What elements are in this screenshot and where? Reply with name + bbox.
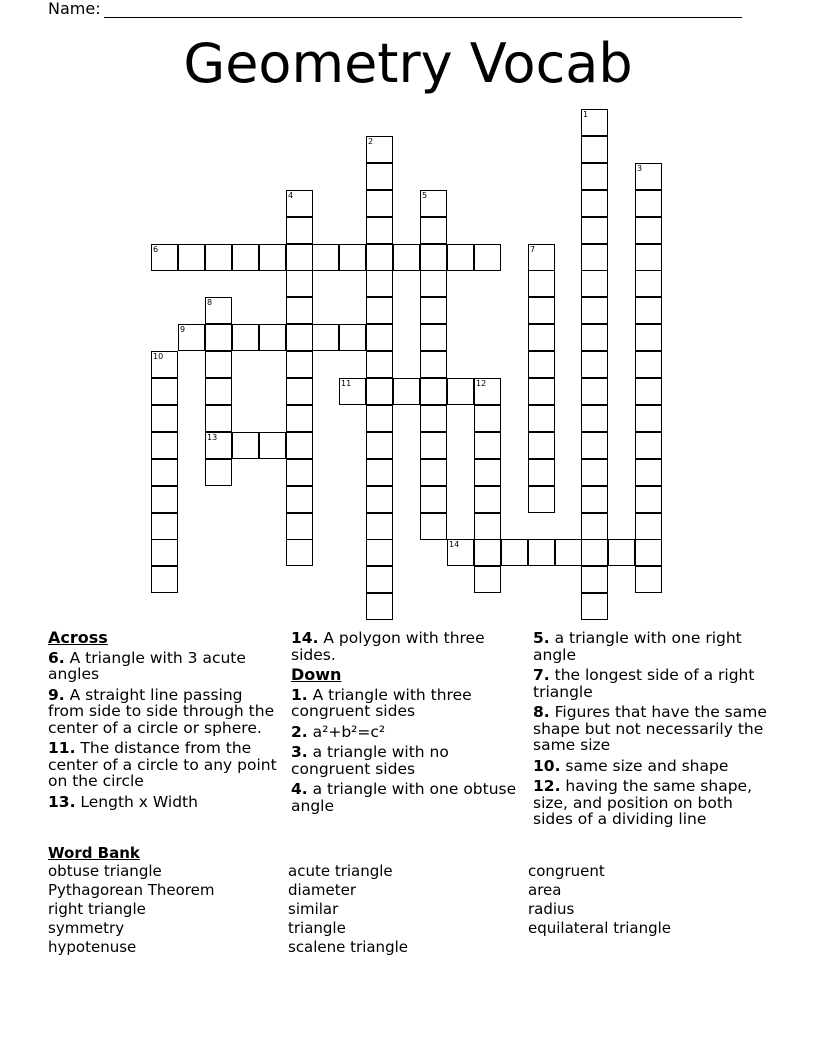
crossword-cell[interactable] <box>528 324 555 351</box>
crossword-cell[interactable] <box>312 244 339 271</box>
word-bank-column-3 <box>528 862 671 938</box>
crossword-cell[interactable] <box>581 486 608 513</box>
crossword-cell[interactable] <box>501 539 528 566</box>
crossword-cell[interactable] <box>528 405 555 432</box>
word-bank-heading: Word Bank <box>48 844 140 862</box>
crossword-cell[interactable] <box>205 405 232 432</box>
clue-across-14: 14. A polygon with three sides. <box>291 629 485 664</box>
crossword-cell[interactable] <box>420 324 447 351</box>
crossword-cell[interactable] <box>581 593 608 620</box>
crossword-cell[interactable] <box>286 459 313 486</box>
crossword-cell[interactable] <box>259 324 286 351</box>
cell-number: 3 <box>637 164 643 173</box>
crossword-cell[interactable] <box>420 378 447 405</box>
crossword-cell[interactable] <box>447 244 474 271</box>
crossword-cell[interactable] <box>581 539 608 566</box>
crossword-cell[interactable] <box>635 486 662 513</box>
word-bank-item: Pythagorean Theorem <box>48 881 215 899</box>
crossword-cell[interactable] <box>581 109 608 136</box>
crossword-cell[interactable] <box>635 351 662 378</box>
crossword-cell[interactable] <box>474 378 501 405</box>
crossword-cell[interactable] <box>339 324 366 351</box>
word-bank-item: diameter <box>288 881 356 899</box>
crossword-cell[interactable] <box>286 539 313 566</box>
crossword-cell[interactable] <box>581 163 608 190</box>
crossword-cell[interactable] <box>581 378 608 405</box>
clue-down-3: 3. a triangle with no congruent sides <box>291 743 449 778</box>
word-bank-column-1 <box>48 862 215 957</box>
clue-down-8: 8. Figures that have the same shape but not necessarily the same size <box>533 703 767 754</box>
crossword-cell[interactable] <box>151 351 178 378</box>
crossword-cell[interactable] <box>286 297 313 324</box>
crossword-cell[interactable] <box>474 513 501 540</box>
crossword-cell[interactable] <box>581 459 608 486</box>
crossword-cell[interactable] <box>635 405 662 432</box>
crossword-cell[interactable] <box>420 270 447 297</box>
crossword-cell[interactable] <box>420 486 447 513</box>
crossword-cell[interactable] <box>286 217 313 244</box>
crossword-cell[interactable] <box>366 593 393 620</box>
cell-number: 4 <box>288 191 294 200</box>
word-bank-item: radius <box>528 900 575 918</box>
cell-number: 1 <box>583 110 589 119</box>
clue-down-5: 5. a triangle with one right angle <box>533 629 742 664</box>
crossword-cell[interactable] <box>151 432 178 459</box>
name-blank-line[interactable] <box>104 2 742 18</box>
crossword-cell[interactable] <box>151 513 178 540</box>
crossword-cell[interactable] <box>151 566 178 593</box>
crossword-cell[interactable] <box>420 351 447 378</box>
clue-across-9: 9. A straight line passing from side to side through the center of a circle or sphere. <box>48 685 275 737</box>
clue-down-1: 1. A triangle with three congruent sides <box>291 685 472 720</box>
crossword-cell[interactable] <box>286 378 313 405</box>
word-bank-item: obtuse triangle <box>48 862 162 880</box>
cell-number: 12 <box>476 379 487 388</box>
clue-down-7: 7. the longest side of a right triangle <box>533 666 755 701</box>
crossword-cell[interactable] <box>420 190 447 217</box>
crossword-cell[interactable] <box>581 432 608 459</box>
cell-number: 6 <box>153 245 159 254</box>
crossword-cell[interactable] <box>474 244 501 271</box>
word-bank-column-2 <box>288 862 408 957</box>
crossword-cell[interactable] <box>635 566 662 593</box>
crossword-cell[interactable] <box>635 539 662 566</box>
crossword-cell[interactable] <box>528 244 555 271</box>
cell-number: 10 <box>153 352 164 361</box>
crossword-cell[interactable] <box>635 378 662 405</box>
word-bank-item: right triangle <box>48 900 146 918</box>
crossword-cell[interactable] <box>635 513 662 540</box>
crossword-cell[interactable] <box>528 486 555 513</box>
crossword-cell[interactable] <box>286 513 313 540</box>
crossword-cell[interactable] <box>286 405 313 432</box>
crossword-cell[interactable] <box>366 217 393 244</box>
crossword-cell[interactable] <box>635 217 662 244</box>
crossword-cell[interactable] <box>635 244 662 271</box>
crossword-cell[interactable] <box>205 351 232 378</box>
crossword-cell[interactable] <box>474 539 501 566</box>
crossword-cell[interactable] <box>635 163 662 190</box>
crossword-cell[interactable] <box>528 297 555 324</box>
crossword-cell[interactable] <box>232 324 259 351</box>
crossword-cell[interactable] <box>581 217 608 244</box>
word-bank-item: similar <box>288 900 339 918</box>
clue-down-10: 10. same size and shape <box>533 756 729 775</box>
crossword-cell[interactable] <box>581 566 608 593</box>
word-bank-item: scalene triangle <box>288 938 408 956</box>
crossword-cell[interactable] <box>581 136 608 163</box>
crossword-cell[interactable] <box>366 136 393 163</box>
crossword-cell[interactable] <box>581 405 608 432</box>
crossword-cell[interactable] <box>635 459 662 486</box>
crossword-cell[interactable] <box>366 459 393 486</box>
crossword-cell[interactable] <box>151 486 178 513</box>
crossword-cell[interactable] <box>366 566 393 593</box>
clue-across-13: 13. Length x Width <box>48 792 198 811</box>
name-field[interactable] <box>48 0 742 18</box>
crossword-cell[interactable] <box>366 244 393 271</box>
word-bank-item: equilateral triangle <box>528 919 672 937</box>
crossword-cell[interactable] <box>581 351 608 378</box>
crossword-cell[interactable] <box>393 244 420 271</box>
crossword-cell[interactable] <box>528 459 555 486</box>
crossword-cell[interactable] <box>447 378 474 405</box>
crossword-cell[interactable] <box>205 378 232 405</box>
crossword-cell[interactable] <box>151 459 178 486</box>
crossword-cell[interactable] <box>581 244 608 271</box>
clue-down-4: 4. a triangle with one obtuse angle <box>291 780 517 815</box>
crossword-cell[interactable] <box>178 324 205 351</box>
crossword-cell[interactable] <box>151 378 178 405</box>
cell-number: 2 <box>368 137 374 146</box>
crossword-cell[interactable] <box>259 244 286 271</box>
crossword-cell[interactable] <box>339 378 366 405</box>
crossword-cell[interactable] <box>205 324 232 351</box>
crossword-cell[interactable] <box>635 432 662 459</box>
crossword-cell[interactable] <box>151 405 178 432</box>
crossword-cell[interactable] <box>151 244 178 271</box>
crossword-cell[interactable] <box>608 539 635 566</box>
crossword-cell[interactable] <box>474 405 501 432</box>
crossword-cell[interactable] <box>366 513 393 540</box>
cell-number: 14 <box>449 540 460 549</box>
clue-down-2: 2. a²+b²=c² <box>291 722 386 741</box>
crossword-cell[interactable] <box>581 190 608 217</box>
crossword-cell[interactable] <box>286 486 313 513</box>
crossword-cell[interactable] <box>420 297 447 324</box>
crossword-cell[interactable] <box>581 270 608 297</box>
name-label: Name: <box>48 0 101 18</box>
crossword-cell[interactable] <box>474 459 501 486</box>
down-heading: Down <box>291 665 342 684</box>
crossword-cell[interactable] <box>366 486 393 513</box>
cell-number: 11 <box>341 379 352 388</box>
crossword-cell[interactable] <box>393 378 420 405</box>
crossword-cell[interactable] <box>286 351 313 378</box>
crossword-cell[interactable] <box>178 244 205 271</box>
crossword-cell[interactable] <box>528 270 555 297</box>
crossword-cell[interactable] <box>635 297 662 324</box>
crossword-cell[interactable] <box>205 297 232 324</box>
crossword-cell[interactable] <box>635 190 662 217</box>
crossword-cell[interactable] <box>474 486 501 513</box>
word-bank-item: acute triangle <box>288 862 393 880</box>
crossword-cell[interactable] <box>366 405 393 432</box>
crossword-cell[interactable] <box>528 378 555 405</box>
clue-across-11: 11. The distance from the center of a circle to any point on the circle <box>48 739 277 790</box>
crossword-cell[interactable] <box>635 324 662 351</box>
crossword-cell[interactable] <box>366 297 393 324</box>
clues-column-3 <box>533 630 773 832</box>
crossword-cell[interactable] <box>528 539 555 566</box>
crossword-cell[interactable] <box>581 324 608 351</box>
crossword-cell[interactable] <box>366 378 393 405</box>
cell-number: 9 <box>180 325 186 334</box>
crossword-cell[interactable] <box>366 324 393 351</box>
crossword-cell[interactable] <box>635 270 662 297</box>
crossword-cell[interactable] <box>339 244 366 271</box>
crossword-cell[interactable] <box>366 270 393 297</box>
crossword-cell[interactable] <box>447 539 474 566</box>
word-bank-item: symmetry <box>48 919 125 937</box>
word-bank-item: area <box>528 881 562 899</box>
crossword-cell[interactable] <box>528 432 555 459</box>
crossword-cell[interactable] <box>259 432 286 459</box>
crossword-cell[interactable] <box>286 190 313 217</box>
crossword-cell[interactable] <box>205 244 232 271</box>
crossword-cell[interactable] <box>420 513 447 540</box>
cell-number: 13 <box>207 433 218 442</box>
word-bank-item: triangle <box>288 919 346 937</box>
cell-number: 7 <box>530 245 536 254</box>
clues-column-2 <box>291 630 525 818</box>
crossword-cell[interactable] <box>528 351 555 378</box>
word-bank-item: hypotenuse <box>48 938 137 956</box>
clue-down-12: 12. having the same shape, size, and position on both sides of a dividing line <box>533 777 752 828</box>
crossword-cell[interactable] <box>205 432 232 459</box>
crossword-cell[interactable] <box>366 432 393 459</box>
crossword-cell[interactable] <box>420 459 447 486</box>
crossword-cell[interactable] <box>286 244 313 271</box>
crossword-cell[interactable] <box>420 405 447 432</box>
crossword-cell[interactable] <box>286 432 313 459</box>
crossword-cell[interactable] <box>151 539 178 566</box>
clue-across-6: 6. A triangle with 3 acute angles <box>48 648 246 683</box>
crossword-cell[interactable] <box>366 190 393 217</box>
crossword-cell[interactable] <box>420 244 447 271</box>
crossword-cell[interactable] <box>474 432 501 459</box>
crossword-cell[interactable] <box>232 244 259 271</box>
crossword-cell[interactable] <box>366 539 393 566</box>
clues-column-1 <box>48 630 282 814</box>
crossword-cell[interactable] <box>420 432 447 459</box>
word-bank-item: congruent <box>528 862 605 880</box>
crossword-cell[interactable] <box>205 459 232 486</box>
crossword-cell[interactable] <box>555 539 582 566</box>
crossword-cell[interactable] <box>286 324 313 351</box>
crossword-cell[interactable] <box>312 324 339 351</box>
crossword-cell[interactable] <box>420 217 447 244</box>
page-title: Geometry Vocab <box>183 32 633 95</box>
cell-number: 5 <box>422 191 428 200</box>
crossword-cell[interactable] <box>232 432 259 459</box>
crossword-cell[interactable] <box>366 351 393 378</box>
crossword-cell[interactable] <box>474 566 501 593</box>
across-heading: Across <box>48 628 108 647</box>
cell-number: 8 <box>207 298 213 307</box>
crossword-cell[interactable] <box>286 270 313 297</box>
crossword-cell[interactable] <box>366 163 393 190</box>
crossword-cell[interactable] <box>581 513 608 540</box>
crossword-cell[interactable] <box>581 297 608 324</box>
